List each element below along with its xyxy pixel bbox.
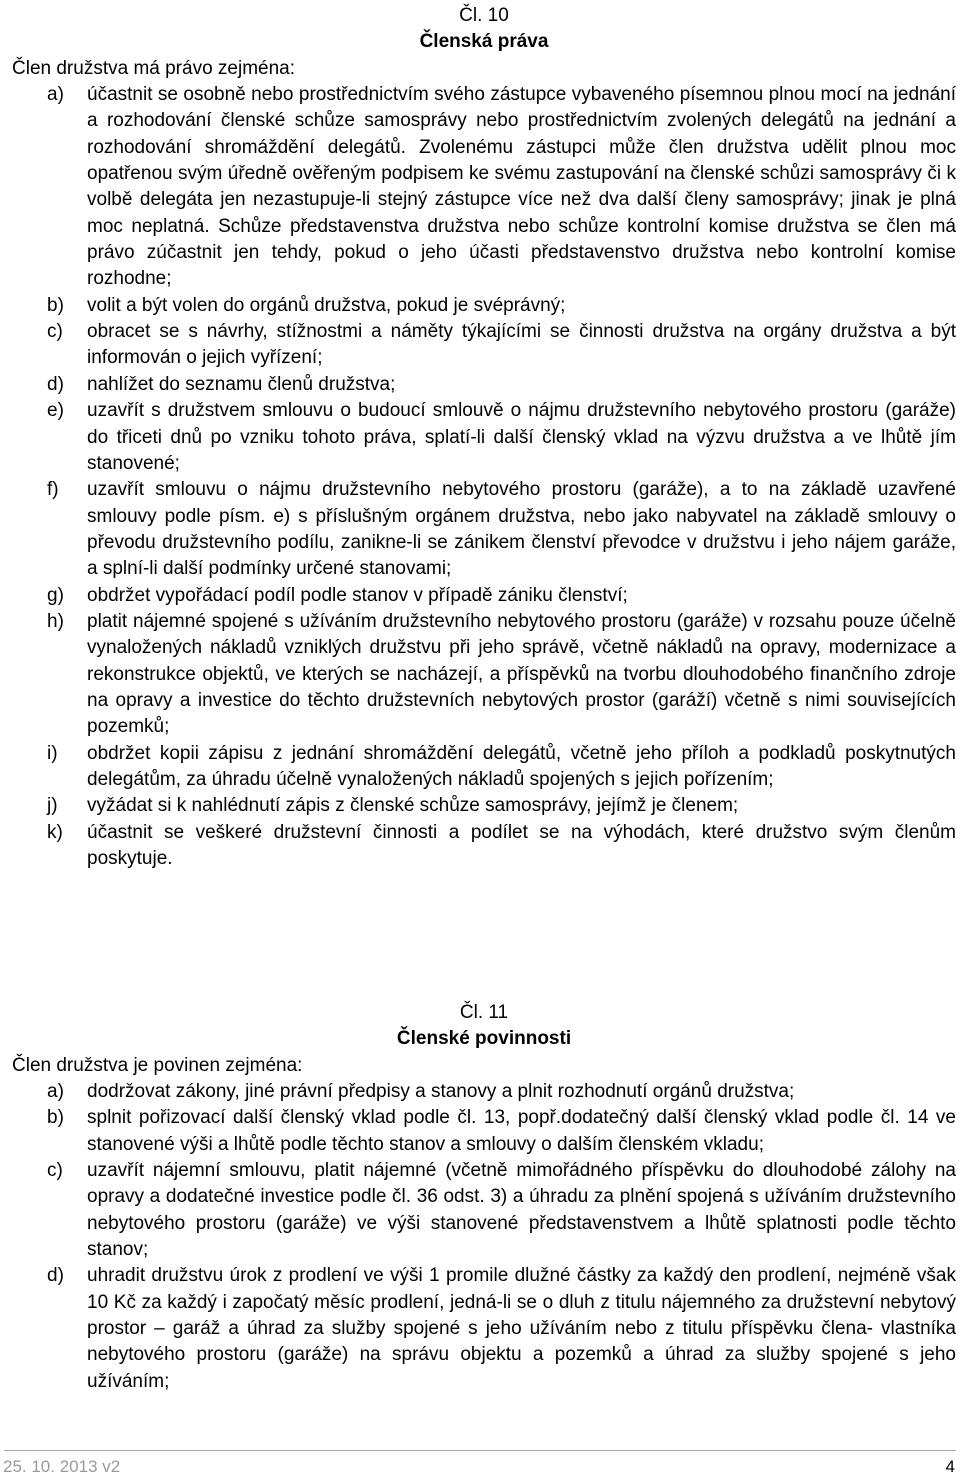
item-text: splnit pořizovací další členský vklad podle čl. 13, popř.dodatečný další členský vklad podle čl. 14 ve stanovené výši a lhůtě podle těchto stanov a smlouvy o dalším členském vkladu; bbox=[87, 1107, 956, 1155]
item-text: obdržet vypořádací podíl podle stanov v případě zániku členství; bbox=[87, 584, 628, 606]
page-footer bbox=[0, 1450, 960, 1474]
item-letter: c) bbox=[47, 1160, 63, 1182]
article-title: Členská práva bbox=[419, 31, 549, 53]
item-letter: a) bbox=[47, 84, 64, 106]
list-item bbox=[12, 398, 956, 477]
item-letter: i) bbox=[47, 742, 58, 764]
list-item bbox=[12, 609, 956, 741]
item-letter: h) bbox=[47, 610, 64, 632]
item-letter: f) bbox=[47, 479, 59, 501]
list-item bbox=[12, 293, 956, 319]
list-item bbox=[12, 82, 956, 293]
list-item bbox=[12, 1105, 956, 1158]
article-intro: Člen družstva je povinen zejména: bbox=[12, 1054, 303, 1076]
item-letter: j) bbox=[47, 795, 58, 817]
footer-date: 25. 10. 2013 v2 bbox=[3, 1457, 121, 1476]
footer-divider bbox=[4, 1450, 956, 1451]
item-text: volit a být volen do orgánů družstva, pokud je svéprávný; bbox=[87, 294, 566, 316]
list-item bbox=[12, 741, 956, 794]
item-text: uhradit družstvu úrok z prodlení ve výši 1 promile dlužné částky za každý den prodlení, nejméně však 10 Kč za každý i započatý měsíc prodlení, jedná-li se o dluh z titulu nájemného za družstevní nebytový prostor – garáž a úhrad za služby spojené s jeho užíváním nebo z titulu příspěvku člena- vlastníka nebytového prostoru (garáže) na správu objektu a pozemků a úhrad za služby spojené s jeho užíváním; bbox=[87, 1265, 956, 1392]
list-item bbox=[12, 1263, 956, 1395]
item-list bbox=[12, 1079, 956, 1395]
list-item bbox=[12, 793, 956, 819]
item-text: uzavřít nájemní smlouvu, platit nájemné (včetně mimořádného příspěvku do dlouhodobé zálohy na opravy a dodatečné investice podle čl. 36 odst. 3) a úhradu za plnění spojená s užíváním družstevního nebytového prostoru (garáže) ve výši stanovené představenstvem a lhůtě splatnosti podle těchto stanov; bbox=[87, 1160, 956, 1261]
page-number: 4 bbox=[945, 1457, 955, 1476]
item-text: obdržet kopii zápisu z jednání shromáždění delegátů, včetně jeho příloh a podkladů poskytnutých delegátům, za úhradu účelně vynaložených nákladů spojených s jejich pořízením; bbox=[87, 742, 956, 790]
item-text: uzavřít s družstvem smlouvu o budoucí smlouvě o nájmu družstevního nebytového prostoru (garáže) do třiceti dnů po vzniku tohoto práva, splatí-li další členský vklad na výzvu družstva a ve lhůtě jím stanovené; bbox=[87, 400, 956, 474]
item-letter: d) bbox=[47, 1265, 64, 1287]
list-item bbox=[12, 477, 956, 582]
list-item bbox=[12, 1158, 956, 1263]
article-title: Členské povinnosti bbox=[396, 1028, 572, 1050]
article-number: Čl. 10 bbox=[459, 5, 509, 26]
list-item bbox=[12, 372, 956, 398]
list-item bbox=[12, 1079, 956, 1105]
item-letter: g) bbox=[47, 584, 64, 606]
article-10 bbox=[12, 3, 956, 872]
item-text: uzavřít smlouvu o nájmu družstevního nebytového prostoru (garáže), a to na základě uzavřené smlouvy podle písm. e) s příslušným orgánem družstva, nebo jako nabyvatel na základě smlouvy o převodu družstevního podílu, zanikne-li se zánikem členství převodce v družstvu i jeho nájem garáže, a splní-li další podmínky určené stanovami; bbox=[87, 479, 956, 580]
list-item bbox=[12, 319, 956, 372]
item-text: účastnit se veškeré družstevní činnosti a podílet se na výhodách, které družstvo svým členům poskytuje. bbox=[87, 821, 956, 869]
list-item bbox=[12, 820, 956, 873]
article-number: Čl. 11 bbox=[459, 1002, 509, 1023]
item-letter: e) bbox=[47, 400, 64, 422]
article-intro: Člen družstva má právo zejména: bbox=[12, 57, 296, 79]
item-list bbox=[12, 82, 956, 872]
list-item bbox=[12, 583, 956, 609]
item-text: dodržovat zákony, jiné právní předpisy a stanovy a plnit rozhodnutí orgánů družstva; bbox=[87, 1081, 795, 1103]
item-text: účastnit se osobně nebo prostřednictvím svého zástupce vybaveného písemnou plnou mocí na jednání a rozhodování členské schůze samosprávy nebo prostřednictvím zvolených delegátů na jednání a rozhodování shromáždění delegátů. Zvolenému zástupci může člen družstva udělit plnou moc opatřenou svým úředně ověřeným podpisem ke svému zastupování na členské schůzi samosprávy či k volbě delegáta jen nezastupuje-li stejný zástupce více než dva další členy samosprávy; jinak je plná moc neplatná. Schůze představenstva družstva nebo schůze kontrolní komise družstva se člen má právo zúčastnit jen tehdy, pokud o jeho účasti představenstvo družstva nebo kontrolní komise rozhodne; bbox=[87, 84, 956, 290]
item-letter: c) bbox=[47, 321, 63, 343]
item-text: nahlížet do seznamu členů družstva; bbox=[87, 373, 396, 395]
item-letter: k) bbox=[47, 821, 63, 843]
item-text: vyžádat si k nahlédnutí zápis z členské schůze samosprávy, jejímž je členem; bbox=[87, 795, 739, 817]
item-letter: b) bbox=[47, 294, 64, 316]
item-text: platit nájemné spojené s užíváním družstevního nebytového prostoru (garáže) v rozsahu pouze účelně vynaložených nákladů vzniklých družstvu při jeho správě, včetně nákladů na opravy, modernizace a rekonstrukce objektů, ve kterých se nacházejí, a příspěvků na tvorbu dlouhodobého finančního zdroje na opravy a investice do těchto družstevních nebytových prostor (garáží) včetně s nimi souvisejících pozemků; bbox=[87, 610, 956, 738]
item-text: obracet se s návrhy, stížnostmi a náměty týkajícími se činnosti družstva na orgány družstva a být informován o jejich vyřízení; bbox=[87, 321, 956, 369]
item-letter: a) bbox=[47, 1081, 64, 1103]
item-letter: b) bbox=[47, 1107, 64, 1129]
article-11 bbox=[12, 1000, 956, 1395]
item-letter: d) bbox=[47, 373, 64, 395]
